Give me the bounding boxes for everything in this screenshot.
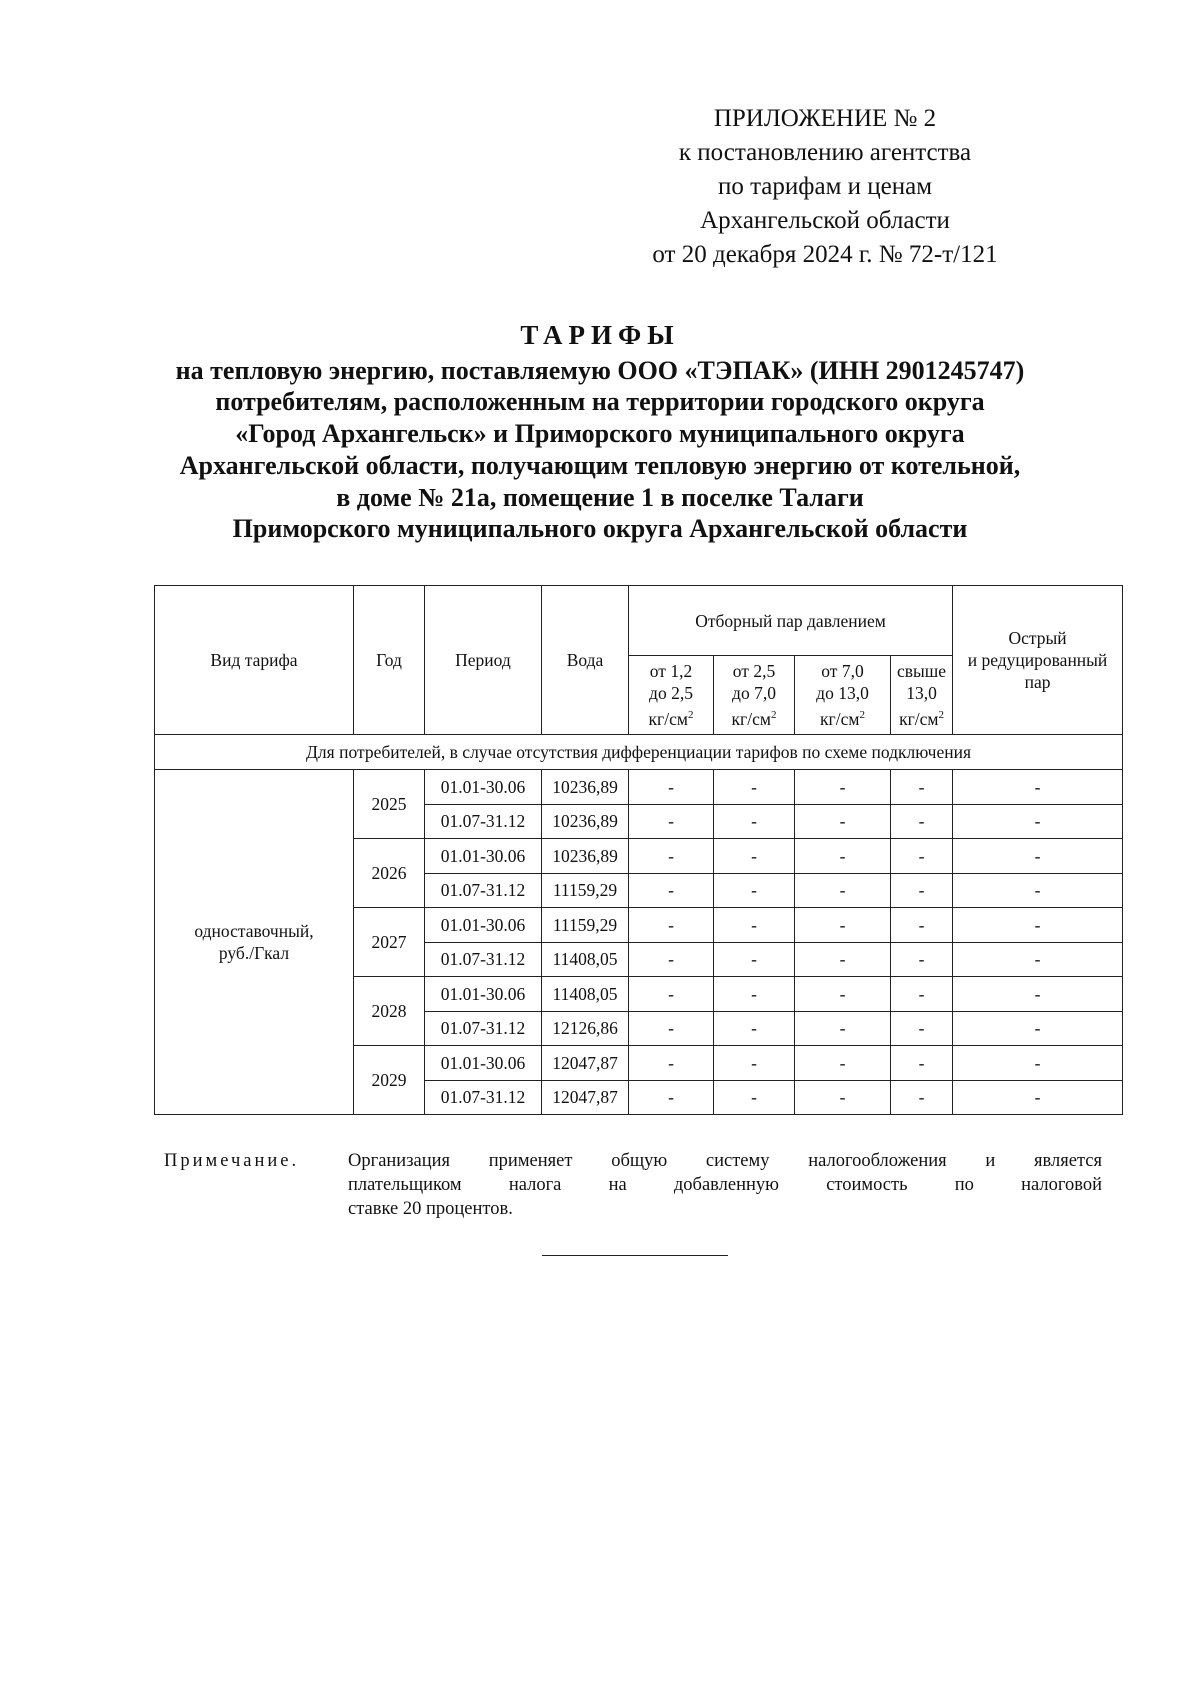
dash-cell: - [795, 942, 891, 977]
dash-cell: - [795, 804, 891, 839]
dash-cell: - [629, 908, 714, 943]
dash-cell: - [714, 770, 795, 805]
dash-cell: - [795, 839, 891, 874]
note-line: ставке 20 процентов. [348, 1199, 513, 1219]
header-pressure-1 [629, 656, 714, 735]
period-cell: 01.07-31.12 [425, 804, 542, 839]
dash-cell: - [714, 873, 795, 908]
dash-cell: - [953, 977, 1123, 1012]
dash-cell: - [891, 908, 953, 943]
dash-cell: - [795, 908, 891, 943]
dash-cell: - [891, 942, 953, 977]
dash-cell: - [953, 839, 1123, 874]
water-cell: 12047,87 [542, 1080, 629, 1115]
separator-line [542, 1255, 728, 1256]
dash-cell: - [953, 942, 1123, 977]
dash-cell: - [714, 977, 795, 1012]
note-line: плательщиком налога на добавленную стоимость по налоговой [348, 1175, 1102, 1195]
period-cell: 01.01-30.06 [425, 908, 542, 943]
header-year: Год [354, 586, 425, 735]
dash-cell: - [953, 1080, 1123, 1115]
dash-cell: - [891, 1080, 953, 1115]
year-cell: 2029 [354, 1046, 425, 1115]
dash-cell: - [714, 1011, 795, 1046]
dash-cell: - [714, 942, 795, 977]
header-pressure-3 [795, 656, 891, 735]
dash-cell: - [891, 839, 953, 874]
dash-cell: - [629, 977, 714, 1012]
dash-cell: - [629, 873, 714, 908]
dash-cell: - [795, 770, 891, 805]
dash-cell: - [953, 1011, 1123, 1046]
dash-cell: - [953, 873, 1123, 908]
tariff-table [154, 585, 1123, 1115]
water-cell: 11408,05 [542, 977, 629, 1012]
dash-cell: - [795, 977, 891, 1012]
appendix-header [600, 102, 1050, 272]
period-cell: 01.07-31.12 [425, 873, 542, 908]
header-water: Вода [542, 586, 629, 735]
dash-cell: - [714, 839, 795, 874]
appendix-ref-line: к постановлению агентства [678, 139, 972, 166]
note-line: Организация применяет общую систему налогообложения и является [348, 1151, 1102, 1171]
dash-cell: - [629, 804, 714, 839]
dash-cell: - [629, 839, 714, 874]
period-cell: 01.01-30.06 [425, 839, 542, 874]
dash-cell: - [714, 1046, 795, 1081]
header-sharp-line: Острый [1008, 628, 1067, 648]
dash-cell: - [953, 1046, 1123, 1081]
tariff-type-line: одноставочный, [194, 921, 314, 941]
header-sharp-line: и редуцированный [967, 650, 1108, 670]
water-cell: 11159,29 [542, 873, 629, 908]
pressure-to: до 2,5 [649, 683, 693, 704]
dash-cell: - [795, 1080, 891, 1115]
header-tariff-type: Вид тарифа [155, 586, 354, 735]
title-line: потребителям, расположенным на территории городского округа [215, 387, 985, 417]
title-line: на тепловую энергию, поставляемую ООО «ТЭПАК» (ИНН 2901245747) [175, 355, 1025, 385]
dash-cell: - [714, 1080, 795, 1115]
appendix-ref-line: по тарифам и ценам [717, 173, 933, 200]
period-cell: 01.07-31.12 [425, 1011, 542, 1046]
period-cell: 01.01-30.06 [425, 770, 542, 805]
pressure-to: до 13,0 [816, 683, 869, 704]
header-sharp-line: пар [1024, 672, 1051, 692]
pressure-from: свыше [897, 661, 947, 682]
year-cell: 2028 [354, 977, 425, 1046]
water-cell: 10236,89 [542, 770, 629, 805]
note-block [164, 1149, 1102, 1221]
title-main: ТАРИФЫ [520, 320, 680, 350]
dash-cell: - [891, 977, 953, 1012]
period-cell: 01.07-31.12 [425, 942, 542, 977]
dash-cell: - [629, 942, 714, 977]
dash-cell: - [953, 804, 1123, 839]
pressure-from: от 2,5 [732, 661, 776, 682]
pressure-from: от 1,2 [649, 661, 693, 682]
dash-cell: - [953, 770, 1123, 805]
water-cell: 11159,29 [542, 908, 629, 943]
period-cell: 01.01-30.06 [425, 977, 542, 1012]
water-cell: 12126,86 [542, 1011, 629, 1046]
water-cell: 10236,89 [542, 839, 629, 874]
dash-cell: - [953, 908, 1123, 943]
dash-cell: - [714, 908, 795, 943]
period-cell: 01.01-30.06 [425, 1046, 542, 1081]
header-steam-group: Отборный пар давлением [629, 586, 953, 656]
year-cell: 2027 [354, 908, 425, 977]
dash-cell: - [891, 770, 953, 805]
year-cell: 2025 [354, 770, 425, 839]
dash-cell: - [629, 1046, 714, 1081]
dash-cell: - [891, 1046, 953, 1081]
title-line: Приморского муниципального округа Архангельской области [232, 514, 968, 544]
pressure-unit: $кг/см^2$ [820, 708, 865, 729]
water-cell: 12047,87 [542, 1046, 629, 1081]
pressure-from: от 7,0 [821, 661, 864, 682]
dash-cell: - [629, 770, 714, 805]
dash-cell: - [795, 1011, 891, 1046]
dash-cell: - [629, 1011, 714, 1046]
pressure-to: 13,0 [906, 683, 937, 704]
appendix-date: от 20 декабря 2024 г. № 72-т/121 [652, 241, 998, 268]
pressure-unit: $кг/см^2$ [731, 708, 777, 729]
dash-cell: - [891, 804, 953, 839]
pressure-to: до 7,0 [732, 683, 776, 704]
title-line: в доме № 21а, помещение 1 в поселке Талаги [336, 482, 864, 512]
consumer-band-row: Для потребителей, в случае отсутствия дифференциации тарифов по схеме подключения [155, 735, 1123, 770]
dash-cell: - [795, 1046, 891, 1081]
year-cell: 2026 [354, 839, 425, 908]
water-cell: 11408,05 [542, 942, 629, 977]
header-sharp-steam [953, 586, 1123, 735]
appendix-number: ПРИЛОЖЕНИЕ № 2 [713, 105, 937, 132]
title-line: «Город Архангельск» и Приморского муниципального округа [235, 419, 965, 449]
tariff-unit-line: руб./Гкал [218, 943, 290, 963]
dash-cell: - [891, 1011, 953, 1046]
header-pressure-2 [714, 656, 795, 735]
appendix-ref-line: Архангельской области [700, 207, 950, 234]
document-title [100, 320, 1100, 545]
dash-cell: - [629, 1080, 714, 1115]
dash-cell: - [891, 873, 953, 908]
header-pressure-4 [891, 656, 953, 735]
pressure-unit: $кг/см^2$ [648, 708, 694, 729]
header-period: Период [425, 586, 542, 735]
note-text [348, 1149, 1102, 1221]
water-cell: 10236,89 [542, 804, 629, 839]
pressure-unit: $кг/см^2$ [899, 708, 944, 729]
tariff-type-cell [155, 770, 354, 1115]
title-line: Архангельской области, получающим тепловую энергию от котельной, [179, 450, 1021, 480]
period-cell: 01.07-31.12 [425, 1080, 542, 1115]
dash-cell: - [714, 804, 795, 839]
note-label: Примечание. [164, 1151, 300, 1171]
table-row [155, 770, 1123, 805]
dash-cell: - [795, 873, 891, 908]
